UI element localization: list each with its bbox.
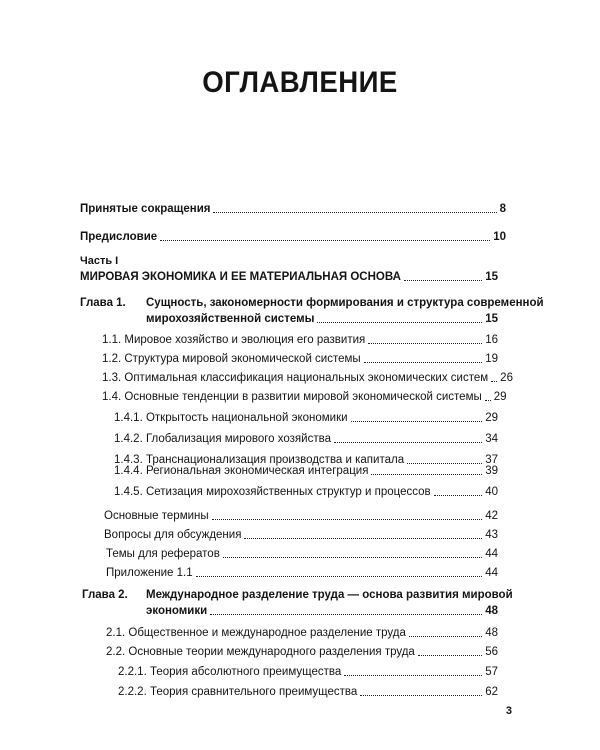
leader-dots [223, 557, 482, 558]
toc-entry-page: 10 [493, 231, 506, 243]
toc-entry-1-4-5[interactable] [114, 486, 498, 499]
page-title: ОГЛАВЛЕНИЕ [202, 66, 398, 99]
toc-entry-page: 34 [485, 433, 498, 445]
part-label: Часть I [80, 255, 119, 267]
toc-entry-page: 15 [485, 271, 498, 283]
chapter-title-line2: мирохозяйственной системы [146, 313, 315, 325]
toc-entry-page: 26 [500, 372, 513, 384]
leader-dots [364, 362, 483, 363]
leader-dots [244, 538, 482, 539]
toc-entry-1-4-1[interactable] [114, 412, 498, 425]
toc-entry-essays[interactable] [106, 548, 498, 561]
leader-dots [317, 322, 482, 323]
toc-entry-title: 1.4.2. Глобализация мирового хозяйства [114, 433, 331, 445]
toc-entry-title: Предисловие [80, 231, 158, 243]
toc-entry-page: 8 [499, 203, 506, 215]
chapter-label: Глава 1. [80, 297, 126, 309]
toc-entry-1-4[interactable] [102, 391, 507, 404]
toc-entry-chapter-2[interactable] [146, 605, 498, 618]
toc-entry-page: 39 [485, 465, 498, 477]
toc-entry-page: 37 [485, 454, 498, 466]
page-number: 3 [505, 705, 512, 717]
leader-dots [485, 400, 491, 401]
toc-entry-title: 2.2. Основные теории международного разделения труда [106, 646, 415, 658]
leader-dots [213, 212, 496, 213]
toc-entry-title: 1.4. Основные тенденции в развитии мировой экономической системы [102, 391, 482, 403]
toc-entry-appendix[interactable] [106, 567, 498, 580]
toc-entry-page: 44 [485, 567, 498, 579]
leader-dots [404, 280, 482, 281]
leader-dots [351, 421, 483, 422]
leader-dots [418, 655, 482, 656]
toc-entry-page: 19 [485, 353, 498, 365]
toc-entry-title: 1.4.1. Открытость национальной экономики [114, 412, 348, 424]
toc-entry-title: 1.1. Мировое хозяйство и эволюция его развития [102, 334, 366, 346]
toc-entry-title: 1.4.4. Региональная экономическая интеграция [114, 465, 369, 477]
toc-entry-1-4-2[interactable] [114, 433, 498, 446]
toc-entry-1-1[interactable] [102, 334, 498, 347]
toc-entry-1-2[interactable] [102, 353, 498, 366]
leader-dots [371, 474, 482, 475]
chapter-2-heading[interactable] [82, 589, 513, 602]
toc-entry-title: 2.2.2. Теория сравнительного преимущества [118, 686, 358, 698]
toc-entry-2-2-2[interactable] [118, 686, 498, 699]
leader-dots [344, 675, 482, 676]
toc-entry-1-3[interactable] [102, 372, 513, 385]
toc-entry-page: 42 [485, 510, 498, 522]
toc-entry-title: Принятые сокращения [80, 203, 211, 215]
toc-entry-title: 1.3. Оптимальная классификация национальных экономических систем [102, 372, 489, 384]
toc-entry-page: 62 [485, 686, 498, 698]
toc-entry-abbreviations[interactable] [80, 203, 506, 216]
toc-entry-title: Приложение 1.1 [106, 567, 193, 579]
leader-dots [491, 381, 497, 382]
leader-dots [210, 614, 482, 615]
toc-entry-page: 40 [485, 486, 498, 498]
toc-entry-title: Вопросы для обсуждения [104, 529, 242, 541]
toc-entry-preface[interactable] [80, 231, 506, 244]
toc-entry-terms[interactable] [104, 510, 498, 523]
chapter-label: Глава 2. [82, 589, 128, 601]
toc-entry-1-4-4[interactable] [114, 465, 498, 478]
toc-entry-2-2[interactable] [106, 646, 498, 659]
toc-entry-chapter-1[interactable] [146, 313, 498, 326]
toc-entry-questions[interactable] [104, 529, 498, 542]
toc-entry-page: 15 [485, 313, 498, 325]
toc-entry-title: Темы для рефератов [106, 548, 220, 560]
toc-entry-2-1[interactable] [106, 627, 498, 640]
leader-dots [160, 240, 490, 241]
toc-entry-page: 48 [485, 627, 498, 639]
chapter-1-heading[interactable] [80, 297, 544, 310]
leader-dots [409, 636, 482, 637]
toc-entry-page: 44 [485, 548, 498, 560]
toc-entry-page: 29 [493, 391, 507, 403]
leader-dots [212, 519, 483, 520]
toc-entry-title: 1.4.3. Транснационализация производства и капитала [114, 454, 405, 466]
toc-entry-page: 29 [485, 412, 498, 424]
toc-entry-title: МИРОВАЯ ЭКОНОМИКА И ЕЕ МАТЕРИАЛЬНАЯ ОСНОВА [80, 271, 401, 283]
toc-entry-part1[interactable] [80, 271, 498, 284]
toc-entry-page: 57 [485, 666, 498, 678]
toc-entry-page: 48 [485, 605, 498, 617]
leader-dots [434, 495, 483, 496]
chapter-title-line1: Сущность, закономерности формирования и структура современной [146, 297, 544, 309]
leader-dots [407, 463, 482, 464]
toc-entry-title: 2.2.1. Теория абсолютного преимущества [118, 666, 342, 678]
chapter-title-line2: экономики [146, 605, 208, 617]
toc-entry-page: 43 [485, 529, 498, 541]
leader-dots [360, 695, 482, 696]
toc-entry-title: 1.4.5. Сетизация мирохозяйственных структур и процессов [114, 486, 431, 498]
toc-entry-page: 16 [485, 334, 498, 346]
toc-entry-title: 1.2. Структура мировой экономической системы [102, 353, 361, 365]
toc-entry-title: Основные термины [104, 510, 209, 522]
leader-dots [196, 576, 483, 577]
toc-entry-title: 2.1. Общественное и международное разделение труда [106, 627, 406, 639]
leader-dots [334, 442, 482, 443]
toc-entry-2-2-1[interactable] [118, 666, 498, 679]
chapter-title-line1: Международное разделение труда — основа развития мировой [146, 589, 513, 601]
leader-dots [368, 343, 482, 344]
toc-entry-page: 56 [485, 646, 498, 658]
